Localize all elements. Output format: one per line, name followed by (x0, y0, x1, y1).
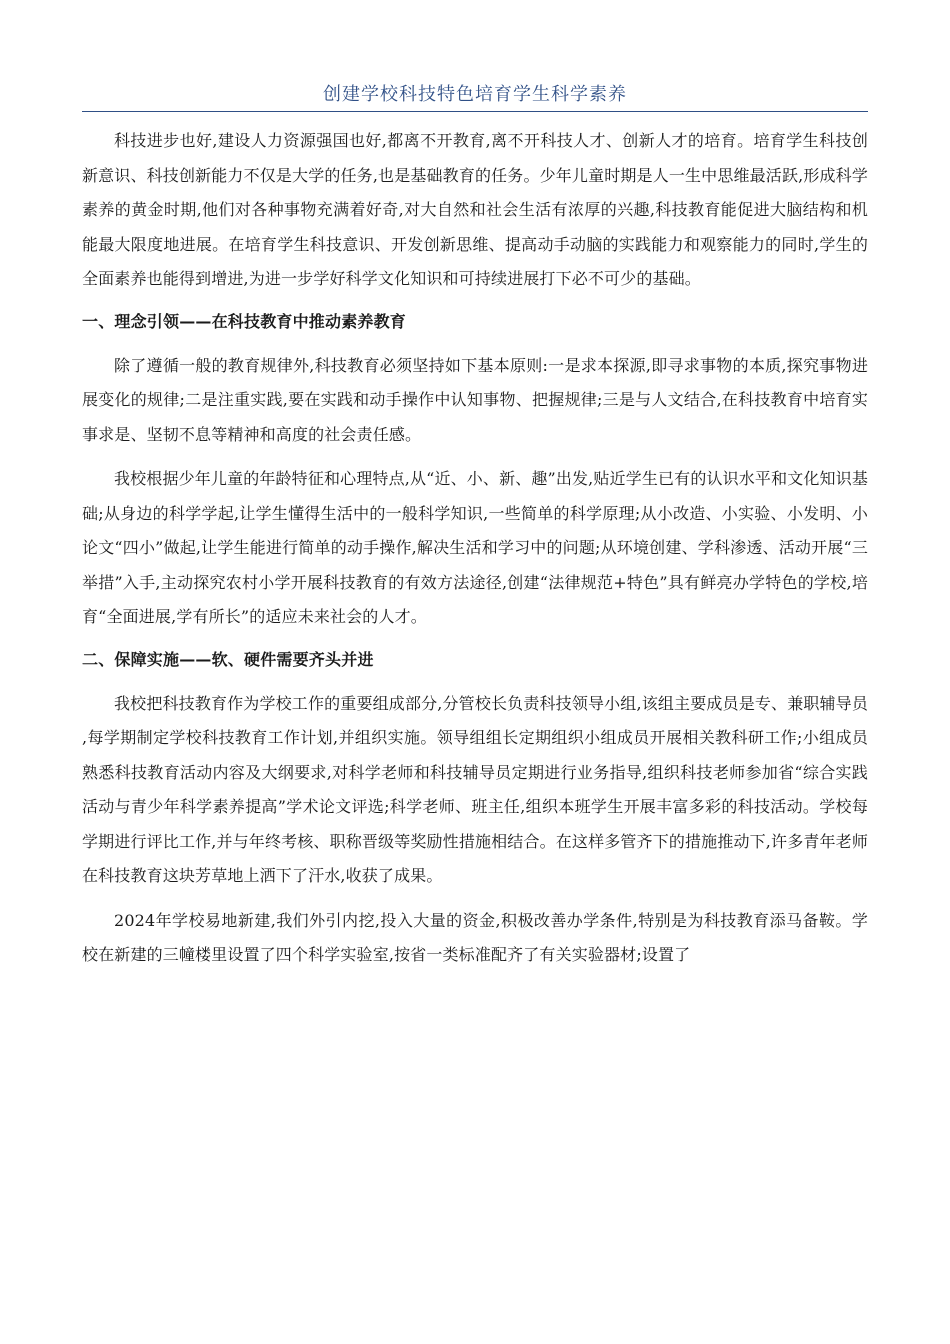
paragraph-intro: 科技进步也好,建设人力资源强国也好,都离不开教育,离不开科技人才、创新人才的培育。培育学生科技创新意识、科技创新能力不仅是大学的任务,也是基础教育的任务。少年儿童时期是人一生中思维最活跃,形成科学素养的黄金时期,他们对各种事物充满着好奇,对大自然和社会生活有浓厚的兴趣,科技教育能促进大脑结构和机能最大限度地进展。在培育学生科技意识、开发创新思维、提高动手动脑的实践能力和观察能力的同时,学生的全面素养也能得到增进,为进一步学好科学文化知识和可持续进展打下必不可少的基础。 (82, 131, 868, 288)
paragraph-organization: 我校把科技教育作为学校工作的重要组成部分,分管校长负责科技领导小组,该组主要成员是专、兼职辅导员,每学期制定学校科技教育工作计划,并组织实施。领导组组长定期组织小组成员开展相关教科研工作;小组成员熟悉科技教育活动内容及大纲要求,对科学老师和科技辅导员定期进行业务指导,组织科技老师参加省“综合实践活动与青少年科学素养提高”学术论文评选;科学老师、班主任,组织本班学生开展丰富多彩的科技活动。学校每学期进行评比工作,并与年终考核、职称晋级等奖励性措施相结合。在这样多管齐下的措施推动下,许多青年老师在科技教育这块芳草地上洒下了汗水,收获了成果。 (82, 693, 868, 885)
paragraph-approach: 我校根据少年儿童的年龄特征和心理特点,从“近、小、新、趣”出发,贴近学生已有的认识水平和文化知识基础;从身边的科学学起,让学生懂得生活中的一般科学知识,一些简单的科学原理;从小改造、小实验、小发明、小论文“四小”做起,让学生能进行简单的动手操作,解决生活和学习中的问题;从环境创建、学科渗透、活动开展“三举措”入手,主动探究农村小学开展科技教育的有效方法途径,创建“法律规范+特色”具有鲜亮办学特色的学校,培育“全面进展,学有所长”的适应未来社会的人才。 (82, 469, 868, 626)
section-heading-1: 一、理念引领——在科技教育中推动素养教育 (82, 311, 407, 331)
section-heading-2: 二、保障实施——软、硬件需要齐头并进 (82, 649, 374, 669)
paragraph-principles: 除了遵循一般的教育规律外,科技教育必须坚持如下基本原则:一是求本探源,即寻求事物的本质,探究事物进展变化的规律;二是注重实践,要在实践和动手操作中认知事物、把握规律;三是与人文结合,在科技教育中培育实事求是、坚韧不息等精神和高度的社会责任感。 (82, 355, 868, 444)
document-title: 创建学校科技特色培育学生科学素养 (323, 84, 627, 105)
paragraph-facilities: 2024年学校易地新建,我们外引内挖,投入大量的资金,积极改善办学条件,特别是为科技教育添马备鞍。学校在新建的三幢楼里设置了四个科学实验室,按省一类标准配齐了有关实验器材;设置了 (82, 910, 868, 964)
title-divider (82, 111, 868, 112)
document-body (82, 124, 868, 983)
